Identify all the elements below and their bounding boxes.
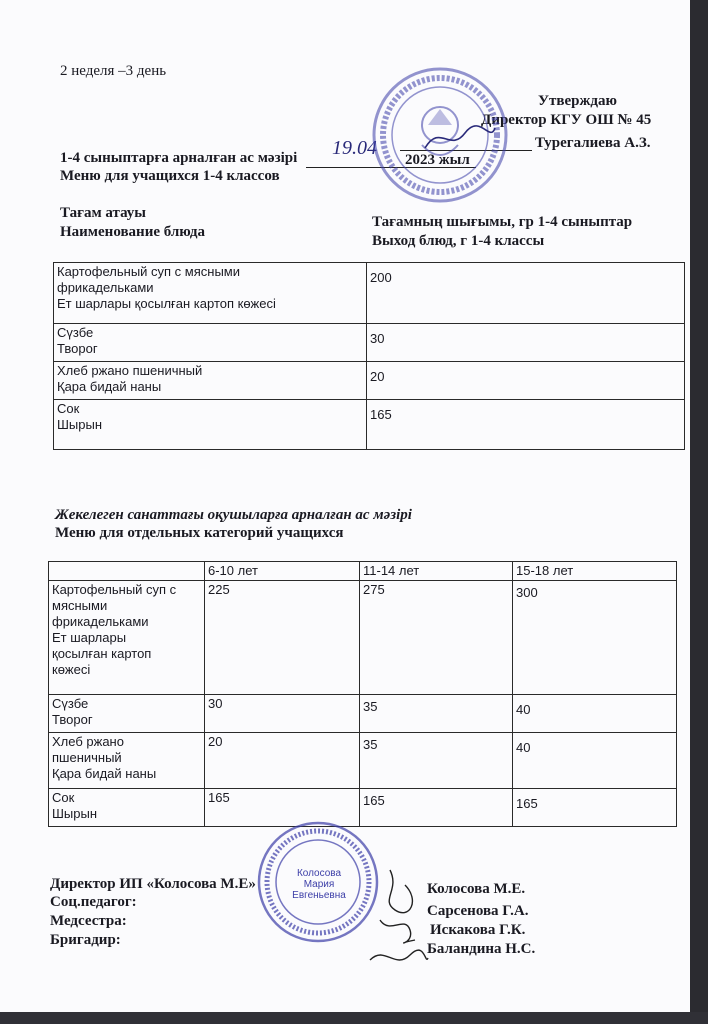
dish-output: 30 <box>370 331 385 346</box>
value-15-18: 300 <box>516 585 538 600</box>
table-row <box>54 362 685 400</box>
director-signature-icon <box>420 118 500 158</box>
table-row <box>49 695 677 733</box>
table-row <box>49 581 677 695</box>
week-day-label: 2 неделя –3 день <box>60 63 167 79</box>
value-6-10: 30 <box>208 696 223 711</box>
dish-output: 200 <box>370 270 392 285</box>
name-kolosova: Колосова М.Е. <box>427 881 526 897</box>
section2-title-kz: Жекелеген санаттағы оқушыларға арналған ас мәзірі <box>55 507 412 523</box>
table-row <box>54 324 685 362</box>
table-row <box>54 400 685 450</box>
table-row <box>54 263 685 324</box>
dish-output: 20 <box>370 369 385 384</box>
role-director: Директор ИП «Колосова М.Е» <box>50 876 256 892</box>
dish-name: Картофельный суп с мясными фрикадельками Ет шарлары қосылған картоп көжесі <box>57 264 276 311</box>
menu-table-2 <box>48 561 677 827</box>
value-6-10: 225 <box>208 582 230 597</box>
role-social-pedagogue: Соц.педагог: <box>50 894 137 910</box>
menu-title-ru: Меню для учащихся 1-4 классов <box>60 168 280 184</box>
header-cell: 15-18 лет <box>516 563 574 578</box>
page-bottom-shadow <box>0 1012 708 1024</box>
value-11-14: 35 <box>363 737 378 752</box>
dish-name: Сүзбе Творог <box>52 696 93 727</box>
approve-label: Утверждаю <box>538 93 617 109</box>
header-cell: 6-10 лет <box>208 563 258 578</box>
value-15-18: 40 <box>516 702 531 717</box>
year-label: 2023 жыл <box>405 152 470 168</box>
dish-name: Сок Шырын <box>52 790 98 821</box>
name-balandina: Баландина Н.С. <box>427 941 536 957</box>
value-6-10: 20 <box>208 734 223 749</box>
role-nurse: Медсестра: <box>50 913 127 929</box>
dish-name: Хлеб ржано пшеничный Қара бидай наны <box>57 363 203 394</box>
header-cell: 11-14 лет <box>363 563 420 578</box>
stamp-text: Колосова Мария Евгеньевна <box>292 868 346 901</box>
name-iskakova: Искакова Г.К. <box>430 922 526 938</box>
table1-col1-header-kz: Тағам атауы <box>60 205 147 221</box>
dish-name: Сок Шырын <box>57 401 103 432</box>
table1-col1-header-ru: Наименование блюда <box>60 224 205 240</box>
value-11-14: 165 <box>363 793 385 808</box>
table1-col2-header-ru: Выход блюд, г 1-4 классы <box>372 233 545 249</box>
page-edge-shadow <box>690 0 708 1024</box>
dish-name: Хлеб ржано пшеничный Қара бидай наны <box>52 734 157 781</box>
menu-title-kz: 1-4 сыныптарға арналған ас мәзірі <box>60 150 298 166</box>
dish-name: Сүзбе Творог <box>57 325 98 356</box>
menu-table-1 <box>53 262 685 450</box>
handwritten-signatures-icon <box>360 860 430 980</box>
role-foreman: Бригадир: <box>50 932 121 948</box>
value-15-18: 40 <box>516 740 531 755</box>
table-row <box>49 789 677 827</box>
name-sarsenova: Сарсенова Г.А. <box>427 903 529 919</box>
value-15-18: 165 <box>516 796 538 811</box>
value-11-14: 35 <box>363 699 378 714</box>
table1-col2-header-kz: Тағамның шығымы, гр 1-4 сыныптар <box>372 214 633 230</box>
table-header-row <box>49 562 677 581</box>
table-row <box>49 733 677 789</box>
dish-output: 165 <box>370 407 392 422</box>
director-name: Турегалиева А.З. <box>535 135 651 151</box>
dish-name: Картофельный суп с мясными фрикадельками Ет шарлары қосылған картоп көжесі <box>52 582 177 677</box>
value-11-14: 275 <box>363 582 385 597</box>
section2-title-ru: Меню для отдельных категорий учащихся <box>55 525 344 541</box>
director-title: Директор КГУ ОШ № 45 <box>481 112 652 128</box>
value-6-10: 165 <box>208 790 230 805</box>
handwritten-date: 19.04 <box>332 137 377 159</box>
